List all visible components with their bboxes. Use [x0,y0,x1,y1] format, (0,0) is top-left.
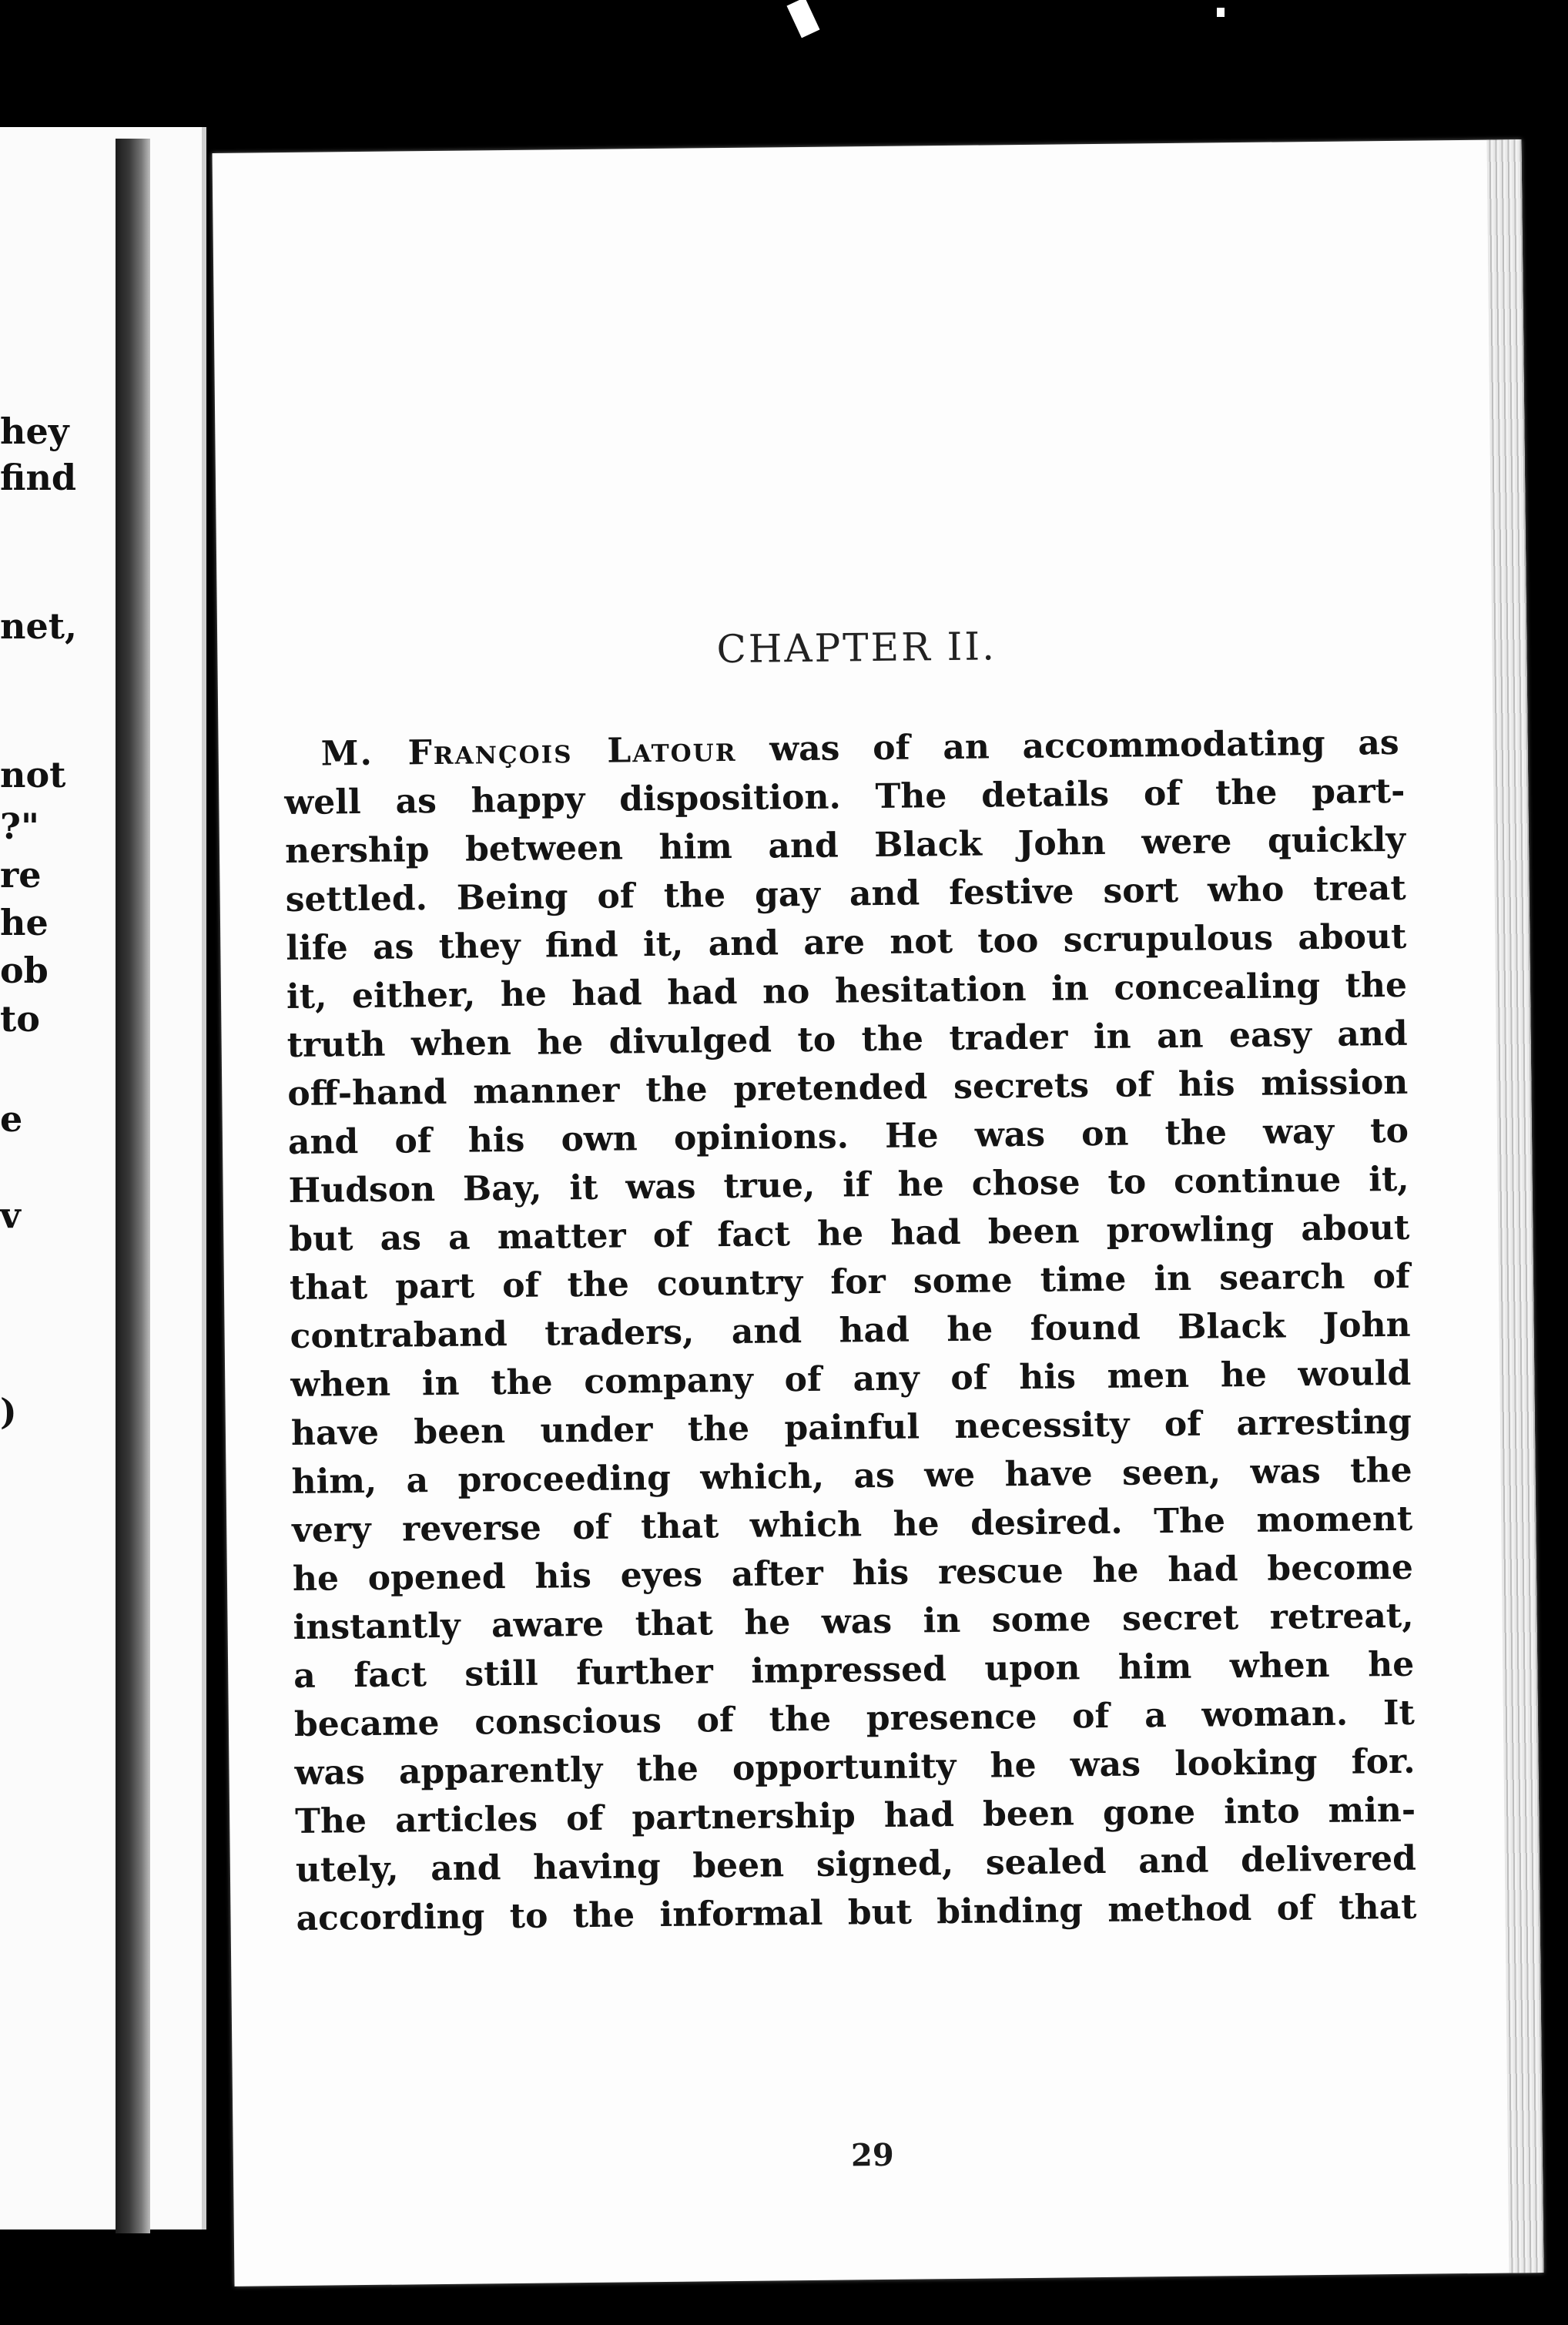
text-line: The articles of partnership had been gone into min- [294,1790,1416,1841]
text-line: contraband traders, and had he found Black John [290,1305,1411,1357]
scan-speck [1217,8,1225,17]
page-edge [1486,139,1543,2273]
text-line: was apparently the opportunity he was looking for. [294,1741,1416,1793]
left-fragment: ) [0,1391,17,1432]
left-page [0,127,206,2230]
text-line: off-hand manner the pretended secrets of his mission [287,1062,1409,1114]
left-fragment: ?" [0,806,39,847]
text-line: nership between him and Black John were quickly [284,819,1406,872]
text-line: but as a matter of fact he had been prowling about [289,1208,1410,1260]
text-line: well as happy disposition. The details of the part- [284,771,1406,823]
text-line: a fact still further impressed upon him when he [293,1644,1415,1696]
text-line: according to the informal but binding method of that [296,1887,1417,1938]
text-line [320,720,1399,778]
scan-speck [786,0,819,38]
text-line: settled. Being of the gay and festive sort who treat [285,868,1406,920]
left-fragment: not [0,754,66,796]
text-line: him, a proceeding which, as we have seen, was the [291,1450,1412,1502]
text-line: and of his own opinions. He was on the way to [287,1111,1409,1163]
text-line: utely, and having been signed, sealed and delivered [295,1838,1417,1890]
chapter-title: CHAPTER II. [716,624,997,672]
text-line: very reverse of that which he desired. The moment [292,1499,1413,1550]
text-line: he opened his eyes after his rescue he had become [292,1547,1414,1599]
left-fragment: he [0,902,49,943]
left-fragment: find [0,457,77,498]
left-fragment: v [0,1194,21,1236]
opening-words: M. François Latour [320,729,737,774]
left-fragment: to [0,998,40,1040]
text-line: when in the company of any of his men he would [290,1353,1412,1405]
text-line: life as they find it, and are not too scrupulous about [286,916,1407,969]
left-fragment: re [0,854,42,896]
book-gutter [116,139,150,2233]
text-line: that part of the country for some time in search of [289,1256,1411,1308]
line-text: was of an accommodating as [736,722,1399,769]
left-fragment: ob [0,950,49,991]
left-fragment: net, [0,605,77,647]
page-number: 29 [850,2136,894,2174]
text-line: truth when he divulged to the trader in an easy and [286,1013,1408,1066]
book-page [213,139,1544,2286]
text-line: have been under the painful necessity of arresting [290,1402,1412,1453]
left-fragment: hey [0,410,69,452]
chapter-body [218,719,1496,1938]
left-fragment: e [0,1098,23,1140]
text-line: instantly aware that he was in some secret retreat, [293,1596,1414,1647]
text-line: became conscious of the presence of a woman. It [293,1693,1416,1744]
text-line: it, either, he had had no hesitation in concealing the [286,965,1408,1017]
text-line: Hudson Bay, it was true, if he chose to continue it, [288,1159,1409,1211]
